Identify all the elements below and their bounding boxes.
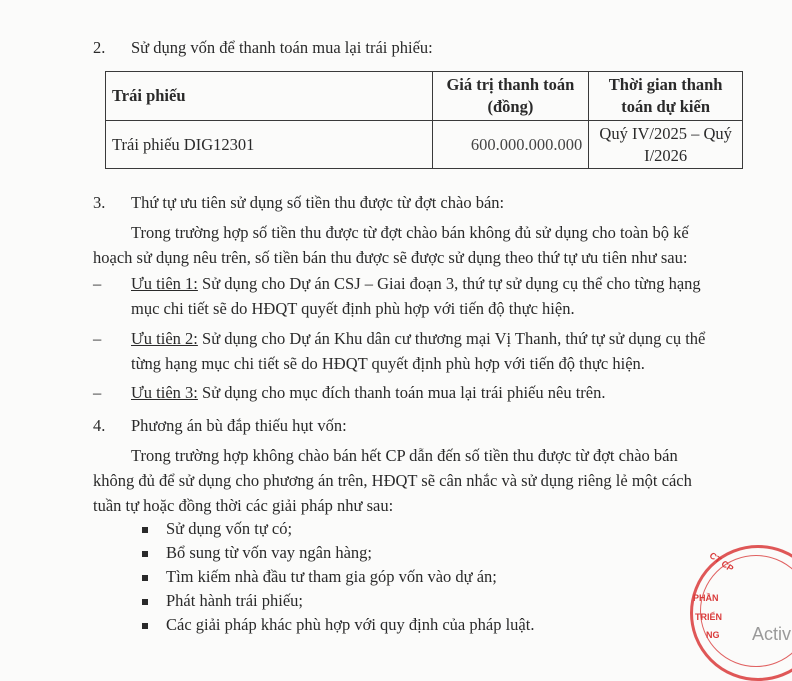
stamp-arc-text: CT CP — [707, 550, 736, 574]
priority-label: Ưu tiên 1: — [131, 274, 198, 293]
activate-windows-watermark: Activ — [752, 624, 792, 644]
section-4-paragraph-line-3: tuần tự hoặc đồng thời các giải pháp như sau: — [93, 496, 394, 515]
section-3-title: Thứ tự ưu tiên sử dụng số tiền thu được từ đợt chào bán: — [131, 193, 505, 212]
square-bullet-icon — [142, 599, 148, 605]
dash-marker: – — [93, 383, 102, 402]
square-bullet-icon — [142, 527, 148, 533]
cell-bond-name: Trái phiếu DIG12301 — [106, 121, 433, 169]
header-bond: Trái phiếu — [106, 72, 433, 121]
priority-label: Ưu tiên 3: — [131, 383, 198, 402]
priority-text: Sử dụng cho Dự án CSJ – Giai đoạn 3, thứ tự sử dụng cụ thể cho từng hạng — [197, 274, 701, 293]
priority-text: Sử dụng cho Dự án Khu dân cư thương mại Vị Thanh, thứ tự sử dụng cụ thể — [197, 329, 706, 348]
cell-payment-time: Quý IV/2025 – Quý I/2026 — [589, 121, 743, 169]
section-3-paragraph-line-2: hoạch sử dụng nêu trên, số tiền bán thu được sẽ được sử dụng theo thứ tự ưu tiên như sau: — [93, 248, 688, 267]
priority-label: Ưu tiên 2: — [131, 329, 198, 348]
stamp-text-line-3: NG — [706, 630, 720, 640]
section-4-title: Phương án bù đắp thiếu hụt vốn: — [131, 416, 347, 435]
header-payment-value: Giá trị thanh toán (đồng) — [432, 72, 589, 121]
square-bullet-icon — [142, 623, 148, 629]
section-2-number: 2. — [93, 38, 106, 57]
square-bullet-icon — [142, 575, 148, 581]
table-row — [106, 121, 743, 169]
stamp-text-line-1: PHẦN — [693, 593, 719, 603]
section-4-number: 4. — [93, 416, 106, 435]
stamp-text-line-2: TRIỂN — [695, 612, 722, 622]
section-3-paragraph-line-1: Trong trường hợp số tiền thu được từ đợt chào bán không đủ sử dụng cho toàn bộ kế — [131, 223, 689, 242]
section-4-paragraph-line-1: Trong trường hợp không chào bán hết CP dẫn đến số tiền thu được từ đợt chào bán — [131, 446, 678, 465]
section-2-title: Sử dụng vốn để thanh toán mua lại trái phiếu: — [131, 38, 433, 57]
priority-text-continued: từng hạng mục chi tiết sẽ do HĐQT quyết định phù hợp với tiến độ thực hiện. — [131, 354, 645, 373]
dash-marker: – — [93, 329, 102, 348]
header-payment-time: Thời gian thanh toán dự kiến — [589, 72, 743, 121]
section-4-paragraph-line-2: không đủ để sử dụng cho phương án trên, HĐQT sẽ cân nhắc và sử dụng riêng lẻ một cách — [93, 471, 692, 490]
bond-payment-table — [105, 71, 743, 169]
document-page: 2. Sử dụng vốn để thanh toán mua lại trái phiếu: Trái phiếu Giá trị thanh toán (đồng) Thời gian thanh toán dự kiến Trái phiếu DIG12301 600.000.000.000 Quý IV/2025 – Quý I/2026 3. Thứ tự ưu tiên sử dụng số tiền thu được từ đợt chào bán: Trong trường hợp số tiền thu được từ đợt chào bán không đủ sử dụng cho toàn bộ kế hoạch sử dụng nêu trên, số tiền bán thu được sẽ được sử dụng theo thứ tự ưu tiên như sau: – Ưu tiên 1: Sử dụng cho Dự án CSJ – Giai đoạn 3, thứ tự sử dụng cụ thể cho từng hạng mục chi tiết sẽ do HĐQT quyết định phù hợp với tiến độ thực hiện. – Ưu tiên 2: Sử dụng cho Dự án Khu dân cư thương mại Vị Thanh, thứ tự sử dụng cụ thể từng hạng mục chi tiết sẽ do HĐQT quyết định phù hợp với tiến độ thực hiện. – Ưu tiên 3: Sử dụng cho mục đích thanh toán mua lại trái phiếu nêu trên. 4. Phương án bù đắp thiếu hụt vốn: Trong trường hợp không chào bán hết CP dẫn đến số tiền thu được từ đợt chào bán không đủ để sử dụng cho phương án trên, HĐQT sẽ cân nhắc và sử dụng riêng lẻ một cách tuần tự hoặc đồng thời các giải pháp như sau: Sử dụng vốn tự có; Bổ sung từ vốn vay ngân hàng; Tìm kiếm nhà đầu tư tham gia góp vốn vào dự án; Phát hành trái phiếu; Các giải pháp khác phù hợp với quy định của pháp luật. CT CP PHẦN TRIỂN NG Activ — [0, 0, 792, 646]
dash-marker: – — [93, 274, 102, 293]
section-3-number: 3. — [93, 193, 106, 212]
square-bullet-icon — [142, 551, 148, 557]
cell-payment-value: 600.000.000.000 — [432, 121, 589, 169]
priority-text-continued: mục chi tiết sẽ do HĐQT quyết định phù hợp với tiến độ thực hiện. — [131, 299, 575, 318]
priority-text: Sử dụng cho mục đích thanh toán mua lại trái phiếu nêu trên. — [197, 383, 606, 402]
table-header-row — [106, 72, 743, 121]
